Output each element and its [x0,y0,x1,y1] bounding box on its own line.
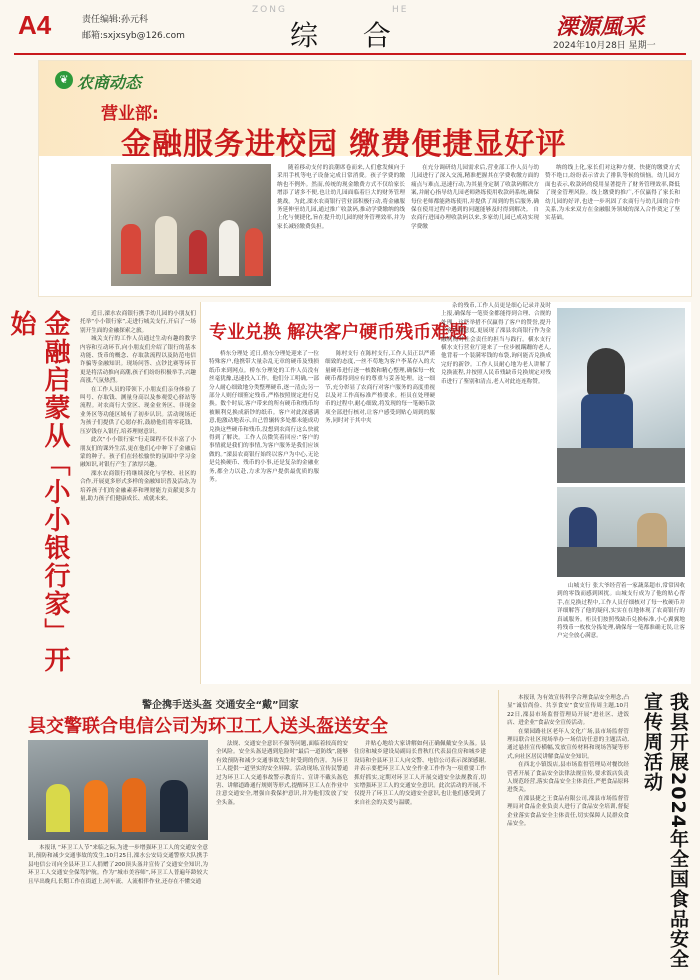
top-column-2: 在充分调研幼儿园需求后,营业部工作人员与幼儿园进行了深入交流,精准把握其在学费收缴方面的痛点与难点,迅速行动,为其量身定制了收款码解决方案,并耐心指导幼儿园老师熟练使用收款码系统,确保每位老师都能熟练使用,并提供了周到的售后服务,确保在使用过程中遇到的问题能够及时得到解决。 自农商行进园办理收款码以来,多家幼儿园已成功实现学费缴 [411,165,539,230]
masthead [0,0,700,56]
middle-column-1: 桥东分理处 近日,桥东分理处迎来了一位特殊客户,他携带大量杂乱无章的硬币及残损纸币来到网点。桥东分理处的工作人员没有丝毫犹豫,迅速投入工作。他们分工明确,一部分人耐心细致地分类整理硬币,逐一清点;另一部分人则仔细鉴定残币,严格按照规定进行兑换。数个时辰,客户带来的所有硬币和残币均被顺利兑换成新钞的纸币。客户对此深感满意,他激动地表示,自己曾辗转多处都未能成功兑换这些硬币和残币,没想到农商行这么快就得到了解决。工作人员微笑着回应:“客户的事情就是我们的事情,为客户服务是我们应该做的。”溧县农商银行始终以客户为中心,无论是兑换硬币、残币的小事,还是复杂的金融业务,都全力以赴,力求为客户提供最优质的服务。 [209,351,319,484]
left-paragraph: 近日,溧水农商银行携手幼儿园的小朋友们托举“小小银行家”,走进行城关支行,开启了一场别开生面的金融探索之旅。 [80,311,196,334]
leaf-icon: ❦ [55,71,73,89]
page-number: A4 [18,10,52,40]
bottom-left-column-1: 本报讯 “环卫工人节”来临之际,为进一步增强环卫工人的交通安全意识,预防和减少交通事故的发生,10月25日,溧水公安局交通警察大队携手县电信公司向全县环卫工人捐赠了200顶头盔并宣传了交通安全知识,为环卫工人交通安全保驾护航。作为“城市美容师”,环卫工人普遍年龄较大且早出晚归,长期工作在街道上,同车流、人流相伴作业,还存在不懂交通 [28,845,208,885]
bottom-right-paragraph: 在栗园路社区老年人文化广场,县市场监督管理局联合社区现场举办一场信访任意的主题活动,通过悬挂宣传横幅,发放宣传材料和现场答疑等形式,向社区居民讲解食品安全知识。 [507,728,629,760]
bottom-left-headline: 县交警联合电信公司为环卫工人送头盔送安全 [28,716,388,737]
email-line: 邮箱:sxjxsyb@126.com [82,31,185,41]
bottom-left-column-3: 并贴心地给大家讲解如何正确佩戴安全头盔。县住房和城乡建设局副局长曾秋红代表县住房和城乡建设局和全县环卫工人向交警、电信公司表示深深感谢,并表示要把环卫工人安全作业工作作为一项重要工作抓好抓实,定期对环卫工人开展交通安全法规教育,切实增强环卫工人的交通安全意识。此次活动的开展,不仅提升了环卫工人的交通安全意识,也让他们感受到了来自社会的关爱与温暖。 [354,741,486,806]
left-paragraph: 在工作人员的带领下,小朋友们亲身体验了叫号、存取钱、测量身高以及参观爱心驿站等流程。对农商行大堂区、现金业务区、非现金业务区等功能区域有了初步认识。活动现场还为孩子们提供了心愿存折,鼓励他们将零花钱、压岁钱存入银行,培养理财意识。 [80,386,196,435]
middle-column-2: 陈村支行 在陈村支行,工作人员正以严谨细致的态度,一丝不苟地为客户李某存入的大量硬币进行逐一核数和精心整理,确保每一枚硬币都得到应有的尊重与妥善处理。这一细节,充分彰显了农商行对客户服务的高度重视以及对工作高标准严格要求。柜员在处理硬币的过程中,耐心细致,将发现的每一笔硬币款项全部进行核对,让客户感受到贴心周到的服务,同时对于其中夹 [325,351,435,425]
counter-service-photo [557,487,685,577]
masthead-rule [14,53,686,55]
left-paragraph: 溧水农商银行将继续深化与学校、社区的合作,开展更多形式多样的金融知识普及活动,为培养孩子们的金融素养和理财能力贡献更多力量,助力孩子们健康成长、成就未来。 [80,470,196,502]
left-story [6,302,198,684]
left-body [80,310,196,682]
bottom-left-story [14,690,492,975]
bottom-right-paragraph: 在溧县捷之王食品有限公司,溧县市场监督管理局对食品企业负责人进行了食品安全培训,督促企业落实食品安全主体责任,切实保障人民群众食品安全。 [507,795,629,828]
middle-story [200,302,691,684]
top-subhead: 营业部: [101,104,159,124]
bottom-right-story [498,690,695,975]
bottom-right-body [507,694,629,970]
paper-name: 溧源風采 [556,14,645,40]
kindergarten-photo [111,164,271,286]
logo-text: 农商动态 [77,73,142,92]
section-latin-right: HE [392,5,409,15]
left-vertical-title: 金融启蒙从「小小银行家」开始 [6,310,70,674]
top-column-1: 随着移动支付的浪潮席卷而来,人们愈发倾向于采用手机等电子设备完成日常消费。孩子学费的缴纳也不例外。然而,传统的现金缴费方式不仅给家长增添了诸多不便,也让幼儿园面临着巨大的财务管理挑战。为此,溧水农商银行营业部积极行动,将金融服务延伸至幼儿园,通过推广收款码,推动学费缴纳的线上化与便捷化,旨在提升幼儿园的财务管理效率,并为家长减轻缴费负担。 [277,165,405,230]
section-latin-left: ZONG [252,5,287,15]
bottom-left-kicker: 警企携手送头盔 交通安全“戴”回家 [142,700,299,711]
issue-date: 2024年10月28日 星期一 [553,41,656,51]
middle-column-4: 山城支行 张大爷经营着一家蔬菜超市,常常因收到的零钱而感到困扰。山城支行成为了他的贴心帮手,在兑换过程中,工作人员仔细核对了每一枚硬币并详细解答了他的疑问,实实在在地体现了农商银行的真诚服务。柜员们按照残缺币兑换标准,小心翼翼地将残币一枚枚分拣处理,确保每一笔都准确无误,让客户完全放心满意。 [557,583,685,640]
bottom-right-paragraph: 本报讯 为有效宣传科学合理食品安全理念,凸显“诚信尚俭、共享食安”食安宣传周主题,10月22日,溧县市场监督管理局开展“进社区、进饭店、进企业”食品安全宣传活动。 [507,695,629,727]
helmet-event-photo [28,740,208,840]
bottom-left-column-2: 法规、交通安全意识不强等问题,面临着较高的安全风险。安全头盔是遇到危险时“最后一道防线”,能够有效预防和减少交通事故发生时受到的伤害。为环卫工人提供一道坚实的安全屏障。活动现场,宣传民警通过为环卫工人交通事故警示教育片、宣讲不戴头盔危害、讲解道路通行规则等形式,提醒环卫工人在作业中注意交通安全,增强自我保护意识,并为他们发放了安全头盔。 [216,741,348,806]
bottom-right-paragraph: 在西北小镇饭店,县市场监督管理局对餐饮经营者开展了食品安全法律法规宣传,要求饭店负责人规范经营,落实食品安全主体责任,严把食品原料进货关。 [507,762,629,794]
left-paragraph: 此次“小小银行家”行走课程不仅丰富了小朋友们的课外生活,更在他们心中种下了金融启蒙的种子。孩子们在轻松愉快的氛围中学习金融知识,对银行产生了浓厚兴趣。 [80,437,196,469]
logo-block [55,69,163,93]
coin-exchange-photo [557,308,685,483]
editor-line: 责任编辑:孙元科 [82,15,149,25]
middle-headline: 专业兑换 解决客户硬币残币难题 [209,322,468,343]
top-headline: 金融服务进校园 缴费便捷显好评 [121,127,567,162]
top-column-3: 纳的线上化,家长们对这种方便、快捷的缴费方式赞不绝口,纷纷表示省去了排队等候的烦恼。幼儿园方面也表示,收款码的使用显著提升了财务管理效率,降低了现金管理风险。线上缴费的推广,不仅赢得了家长和幼儿园的好评,也进一步巩固了农商行与幼儿园的合作关系,为未来双方在金融服务领域的深入合作奠定了坚实基础。 [545,165,680,222]
middle-column-3: 杂的残币,工作人员更是细心记录并及时上报,确保每一笔资金都能得到合理、合规的处理。这些举措不仅赢得了客户的赞誉,提升了客户满意度,更展现了溧县农商银行作为金融机构对社会责任的担当与践行。横水支行 横水支行营业厅迎来了一位步履蹒跚的老人,他背着一个装满零钱的布袋,询问能否兑换成完好的新钞。工作人员耐心地为老人讲解了兑换流程,并按照人民币残缺币兑换规定对残币进行了鉴别和清点,老人对此连连称赞。 [441,303,551,385]
section-title: 综 合 [290,19,409,52]
bottom-right-vertical-title: 我县开展2024年全国食品安全宣传周活动 [641,692,689,969]
left-paragraph: 城关支行的工作人员通过生动有趣的教学内容和互动环节,向小朋友们介绍了银行的基本功能、货币的概念、存取款流程以及防范电信诈骗等金融知识。现场问答、点钞比赛等环节更是将活动推向高潮,孩子们纷纷积极举手,兴趣高涨,气氛热烈。 [80,336,196,385]
top-story [38,60,692,297]
